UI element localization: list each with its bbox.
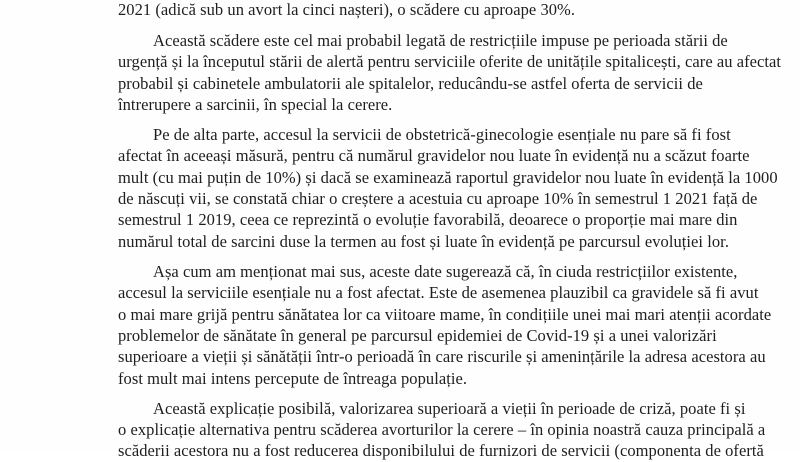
paragraph-line: numărul total de sarcini duse la termen au fost și luate în evidență pe parcursul evoluției lor.: [118, 232, 729, 251]
paragraph-line: întrerupere a sarcinii, în special la cerere.: [118, 95, 393, 114]
paragraph-line: Așa cum am menționat mai sus, aceste date sugerează că, în ciuda restricțiilor existente,: [153, 262, 738, 281]
paragraph-line: o mai mare grijă pentru sănătatea lor ca viitoare mame, în condițiile unei mai mari atenții acordate: [118, 305, 772, 324]
paragraph-line: de născuți vii, se constată chiar o creștere a acestuia cu aproape 10% în semestrul 1 2021 față de: [118, 189, 758, 208]
paragraph-line: afectat în aceeași măsură, pentru că numărul gravidelor nou luate în evidență nu a scăzut foarte: [118, 146, 750, 165]
paragraph-line: Pe de alta parte, accesul la servicii de obstetrică-ginecologie esențiale nu pare să fi fost: [153, 125, 731, 144]
paragraph-line: mult (cu mai puțin de 10%) și dacă se examinează raportul gravidelor nou luate în evidență la 1000: [118, 168, 778, 187]
paragraph-line: semestrul 1 2019, ceea ce reprezintă o evoluție favorabilă, deoarece o proporție mai mare din: [118, 210, 738, 229]
paragraph-line: problemelor de sănătate în general pe parcursul epidemiei de Covid-19 și a unei valorizări: [118, 326, 717, 345]
paragraph-line: o explicație alternativa pentru scăderea avorturilor la cerere – în opinia noastră cauza principală a: [118, 420, 766, 439]
paragraph-line: Această scădere este cel mai probabil legată de restricțiile impuse pe perioada stării de: [153, 31, 728, 50]
paragraph-line: superioare a vieții și sănătății într-o perioadă în care riscurile și amenințările la adresa acestora au: [118, 347, 766, 366]
paragraph-line: Această explicație posibilă, valorizarea superioară a vieții în perioade de criză, poate fi și: [153, 399, 746, 418]
paragraph-line: 2021 (adică sub un avort la cinci nașteri), o scădere cu aproape 30%.: [118, 0, 576, 19]
paragraph-line: urgență și la începutul stării de alertă pentru serviciile oferite de unitățile spitalicești, care au afectat: [118, 52, 782, 71]
paragraph-line: fost mult mai intens percepute de întreaga populație.: [118, 369, 468, 388]
paragraph-line: probabil și cabinetele ambulatorii ale spitalelor, reducându-se astfel oferta de servicii de: [118, 74, 703, 93]
paragraph-line: accesul la serviciile esențiale nu a fost afectat. Este de asemenea plauzibil ca gravidele să fi avut: [118, 283, 759, 302]
paragraph-line: scăderii acestora nu a fost reducerea disponibilului de furnizori de servicii (componenta de ofertă: [118, 441, 764, 460]
